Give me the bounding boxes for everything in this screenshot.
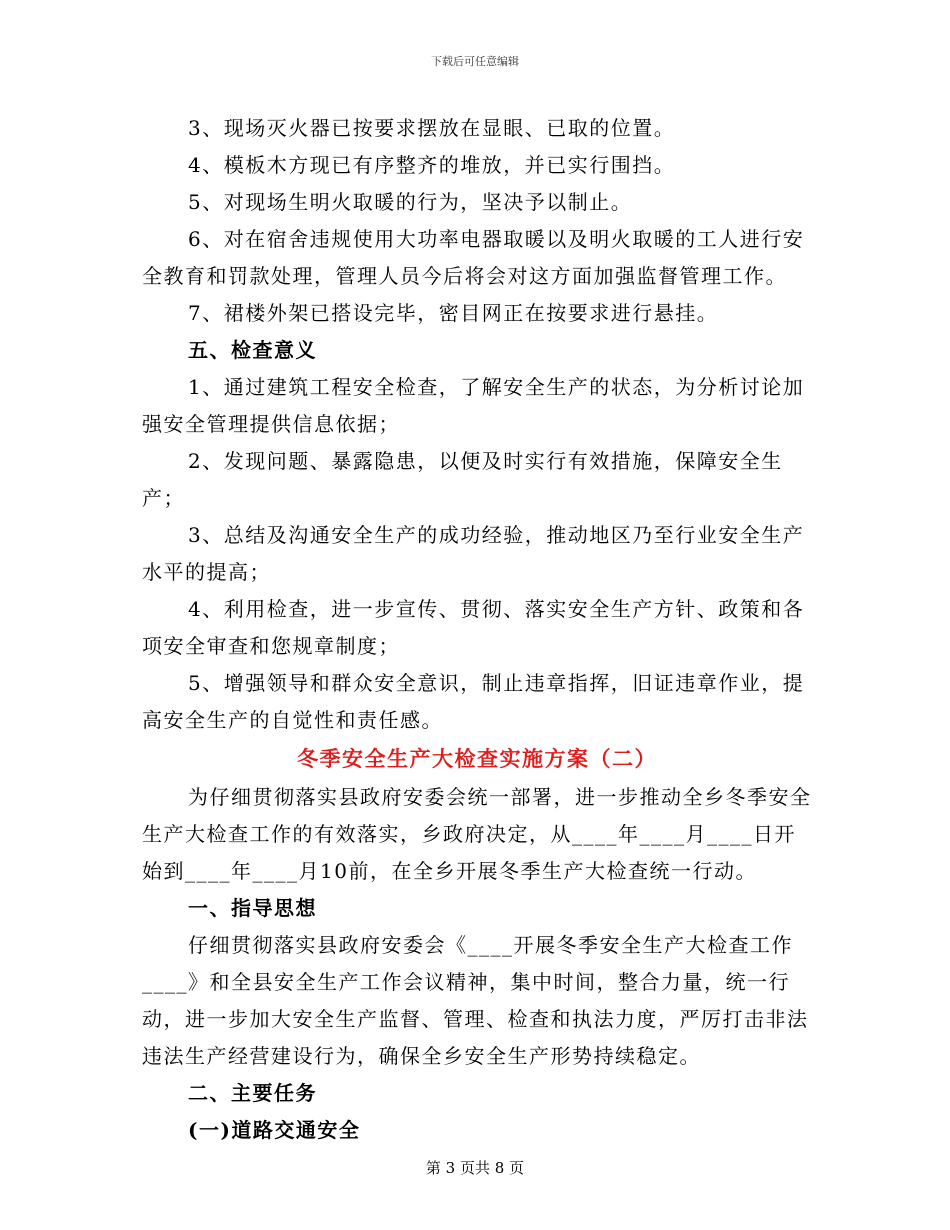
section-heading: 五、检查意义 bbox=[188, 338, 317, 362]
section-heading: 二、主要任务 bbox=[188, 1081, 317, 1105]
paragraph: 5、增强领导和群众安全意识，制止违章指挥，旧证违章作业，提高安全生产的自觉性和责任感。 bbox=[142, 671, 805, 732]
paragraph: 4、利用检查，进一步宣传、贯彻、落实安全生产方针、政策和各项安全审查和您规章制度； bbox=[142, 597, 805, 658]
section-heading: 一、指导思想 bbox=[188, 896, 317, 920]
paragraph: 5、对现场生明火取暖的行为，坚决予以制止。 bbox=[188, 190, 633, 214]
document-body bbox=[142, 110, 812, 1149]
paragraph: 2、发现问题、暴露隐患，以便及时实行有效措施，保障安全生产； bbox=[142, 449, 783, 510]
paragraph: 仔细贯彻落实县政府安委会《____开展冬季安全生产大检查工作____》和全县安全生产工作会议精神，集中时间，整合力量，统一行动，进一步加大安全生产监督、管理、检查和执法力度，严厉打击非法违法生产经营建设行为，确保全乡安全生产形势持续稳定。 bbox=[142, 933, 809, 1068]
paragraph: 6、对在宿舍违规使用大功率电器取暖以及明火取暖的工人进行安全教育和罚款处理，管理人员今后将会对这方面加强监督管理工作。 bbox=[142, 227, 805, 288]
paragraph: 1、通过建筑工程安全检查，了解安全生产的状态，为分析讨论加强安全管理提供信息依据； bbox=[142, 375, 805, 436]
page-header: 下载后可任意编辑 bbox=[431, 55, 519, 68]
paragraph: 为仔细贯彻落实县政府安委会统一部署，进一步推动全乡冬季安全生产大检查工作的有效落实，乡政府决定，从____年____月____日开始到____年____月10前，在全乡开展冬季生产大检查统一行动。 bbox=[142, 785, 812, 883]
subsection-heading: (一)道路交通安全 bbox=[188, 1118, 361, 1142]
paragraph: 3、总结及沟通安全生产的成功经验，推动地区乃至行业安全生产水平的提高； bbox=[142, 523, 805, 584]
paragraph: 7、裙楼外架已搭设完毕，密目网正在按要求进行悬挂。 bbox=[188, 301, 719, 325]
document-title: 冬季安全生产大检查实施方案（二） bbox=[297, 746, 657, 771]
page-footer: 第 3 页共 8 页 bbox=[425, 1159, 525, 1177]
paragraph: 3、现场灭火器已按要求摆放在显眼、已取的位置。 bbox=[188, 116, 676, 140]
paragraph: 4、模板木方现已有序整齐的堆放，并已实行围挡。 bbox=[188, 153, 676, 177]
